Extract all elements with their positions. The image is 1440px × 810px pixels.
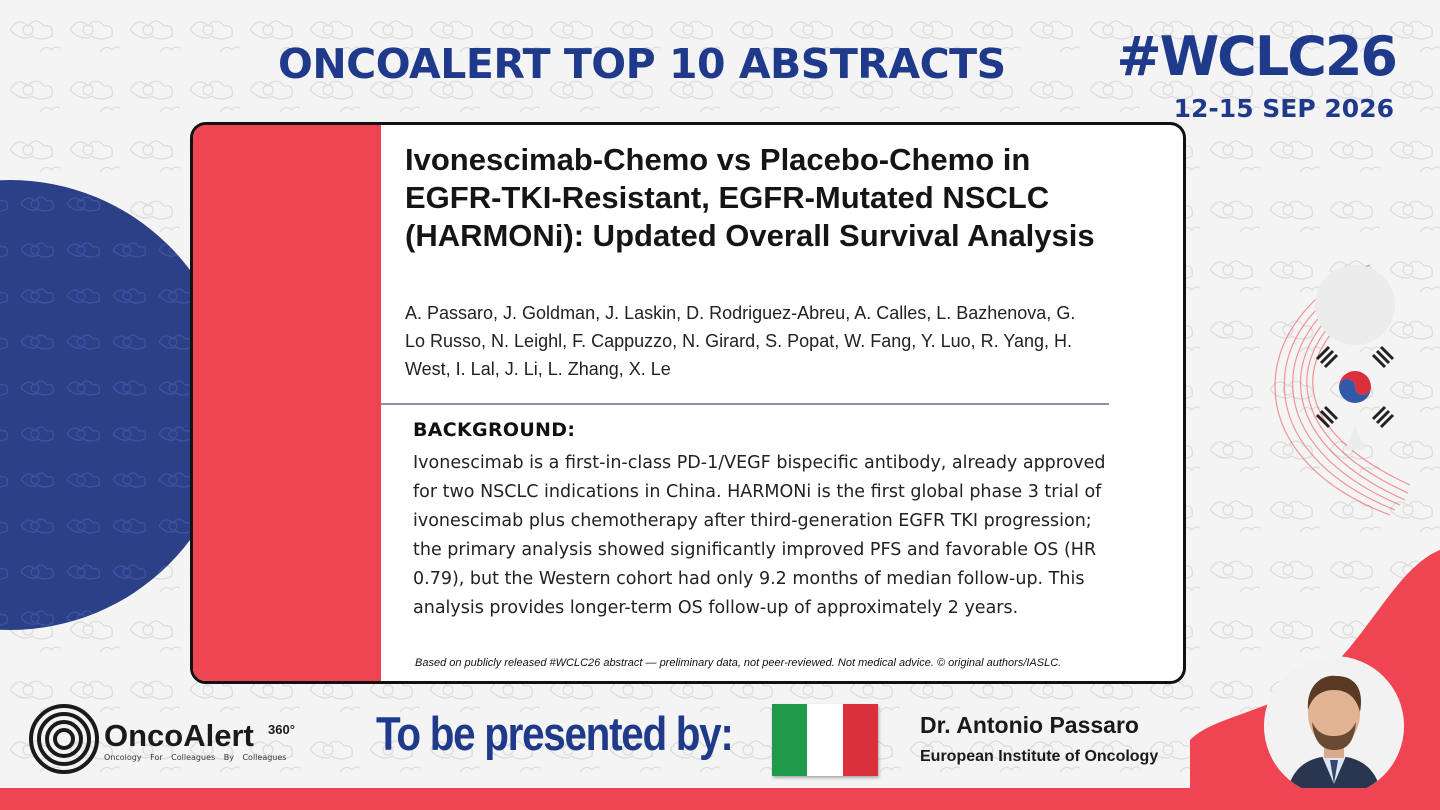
abstract-authors: A. Passaro, J. Goldman, J. Laskin, D. Rodriguez-Abreu, A. Calles, L. Bazhenova, G. Lo Russo, N. Leighl, F. Cappuzzo, N. Girard, S. Popat, W. Fang, Y. Luo, R. Yang, H. West, I. Lal, J. Li, L. Zhang, X. Le — [405, 303, 1076, 379]
divider — [381, 403, 1109, 405]
disclaimer: Based on publicly released #WCLC26 abstract — preliminary data, not peer-reviewed. Not medical advice. © original authors/IASLC. — [415, 657, 1062, 669]
logo-name: OncoAlert — [104, 718, 254, 753]
conference-hashtag: #WCLC26 — [1116, 25, 1396, 88]
speaker-photo — [1264, 656, 1404, 796]
abstract-card — [190, 122, 1186, 684]
speaker-name: Dr. Antonio Passaro — [920, 712, 1139, 738]
italy-flag-icon — [772, 704, 878, 776]
abstract-title: Ivonescimab-Chemo vs Placebo-Chemo in EGFR-TKI-Resistant, EGFR-Mutated NSCLC (HARMONi): Updated Overall Survival Analysis — [405, 142, 1095, 253]
card-accent-stripe — [193, 125, 381, 681]
speaker-institution: European Institute of Oncology — [920, 748, 1159, 765]
background-heading: BACKGROUND: — [413, 419, 576, 441]
background-text: Ivonescimab is a first-in-class PD-1/VEGF bispecific antibody, already approved for two NSCLC indications in China. HARMONi is the first global phase 3 trial of ivonescimab plus chemotherapy after third-generation EGFR TKI progression; the primary analysis showed significantly improved PFS and favorable OS (HR 0.79), but the Western cohort had only 9.2 months of median follow-up. This analysis provides longer-term OS follow-up of approximately 2 years. — [413, 453, 1106, 618]
conference-date: 12-15 SEP 2026 — [1173, 94, 1394, 123]
page-title: ONCOALERT TOP 10 ABSTRACTS — [278, 40, 1006, 88]
south-korea-flag-icon — [1220, 255, 1420, 535]
bottom-accent-bar — [0, 788, 1440, 810]
logo-superscript: 360° — [268, 722, 295, 737]
presented-by-label: To be presented by: — [376, 707, 733, 760]
logo-tagline: Oncology For Colleagues By Colleagues — [104, 753, 287, 762]
oncoalert-logo-icon — [28, 703, 100, 775]
